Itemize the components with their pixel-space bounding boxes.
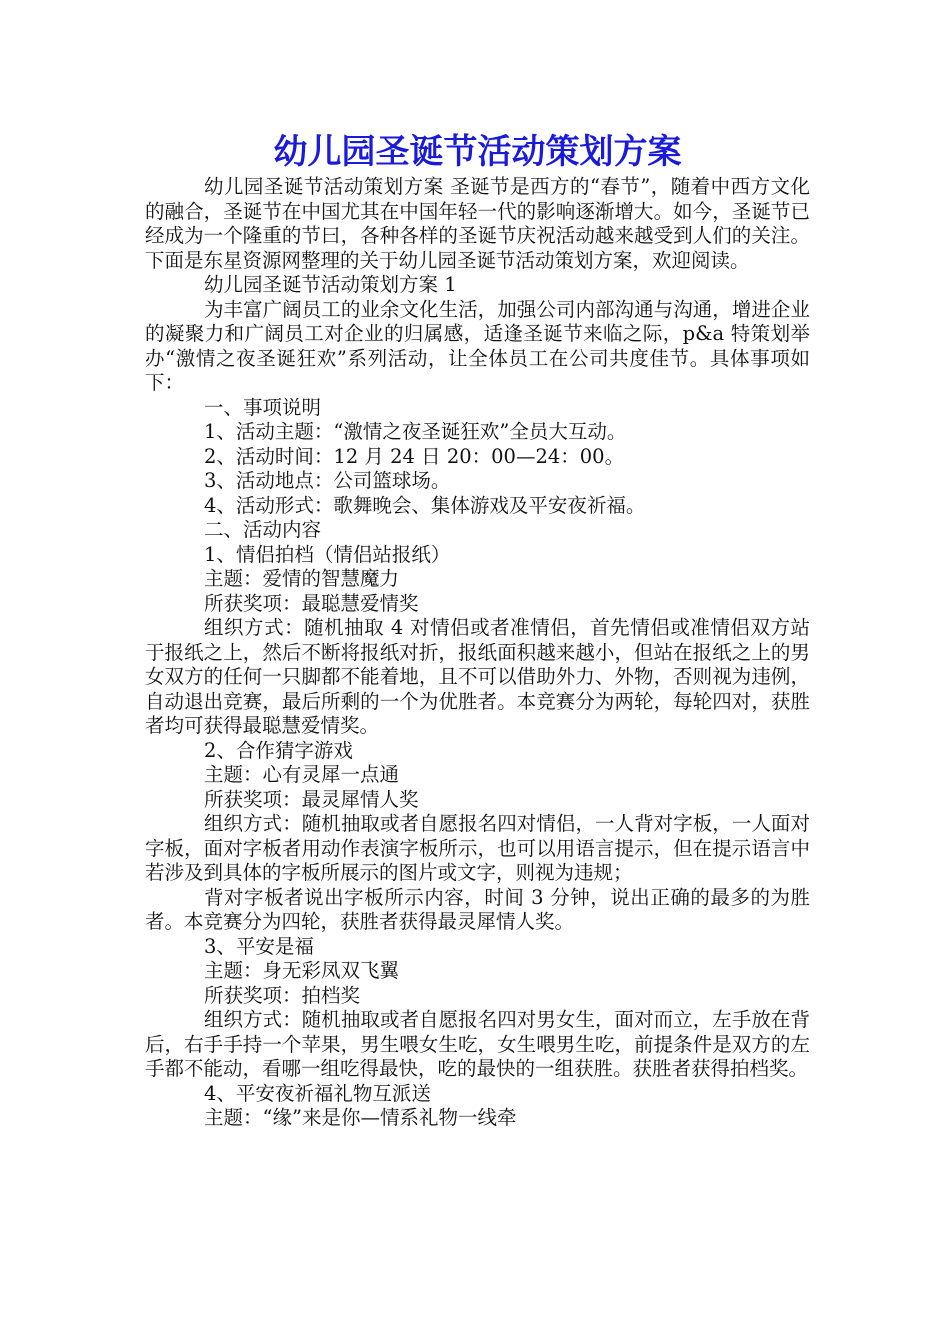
game-2-method: 组织方式：随机抽取或者自愿报名四对情侣，一人背对字板，一人面对字板，面对字板者用动作表演字板所示，也可以用语言提示，但在提示语言中若涉及到具体的字板所展示的图片或文字，则视为违规； <box>145 812 810 884</box>
section-heading-content: 二、活动内容 <box>204 518 322 541</box>
activity-time-item: 2、活动时间：12 月 24 日 20：00—24：00。 <box>204 444 625 468</box>
game-3-heading: 3、平安是福 <box>204 934 314 958</box>
game-2-heading: 2、合作猜字游戏 <box>204 738 353 762</box>
intro-paragraph: 幼儿园圣诞节活动策划方案 圣诞节是西方的“春节”，随着中西方文化的融合，圣诞节在中国尤其在中国年轻一代的影响逐渐增大。如今，圣诞节已经成为一个隆重的节曰，各种各样的圣诞节庆祝活动越来越受到人们的关注。下面是东星资源网整理的关于幼儿园圣诞节活动策划方案，欢迎阅读。 <box>145 175 810 272</box>
game-1-method: 组织方式：随机抽取 4 对情侣或者准情侣，首先情侣或准情侣双方站于报纸之上，然后不断将报纸对折，报纸面积越来越小，但站在报纸之上的男女双方的任何一只脚都不能着地，且不可以借助外力、外物，否则视为违例，自动退出竞赛，最后所剩的一个为优胜者。本竞赛分为两轮，每轮四对，获胜者均可获得最聪慧爱情奖。 <box>145 616 810 737</box>
game-3-theme: 主题：身无彩凤双飞翼 <box>204 959 400 982</box>
document-title: 幼儿园圣诞节活动策划方案 <box>273 132 682 172</box>
game-3-method: 组织方式：随机抽取或者自愿报名四对男女生，面对而立，左手放在背后，右手手持一个苹果，男生喂女生吃，女生喂男生吃，前提条件是双方的左手都不能动，看哪一组吃得最快，吃的最快的一组获胜。获胜者获得拍档奖。 <box>145 1008 810 1080</box>
plan-heading: 幼儿园圣诞节活动策划方案 1 <box>204 273 457 296</box>
game-2-theme: 主题：心有灵犀一点通 <box>204 763 400 786</box>
activity-format-item: 4、活动形式：歌舞晚会、集体游戏及平安夜祈福。 <box>204 493 646 517</box>
game-4-theme: 主题：“缘”来是你—情系礼物一线牵 <box>204 1106 517 1129</box>
game-1-theme: 主题：爱情的智慧魔力 <box>204 567 400 590</box>
purpose-paragraph: 为丰富广阔员工的业余文化生活，加强公司内部沟通与沟通，增进企业的凝聚力和广阔员工对企业的归属感，适逢圣诞节来临之际，p&a 特策划举办“激情之夜圣诞狂欢”系列活动，让全体员工在公司共度佳节。具体事项如下： <box>145 297 810 394</box>
activity-theme-item: 1、活动主题：“激情之夜圣诞狂欢”全员大互动。 <box>204 420 627 443</box>
game-1-award: 所获奖项：最聪慧爱情奖 <box>204 591 419 615</box>
section-heading-matters: 一、事项说明 <box>204 395 322 419</box>
game-2-award: 所获奖项：最灵犀情人奖 <box>204 787 419 811</box>
document-body <box>145 130 810 1131</box>
activity-location-item: 3、活动地点：公司篮球场。 <box>204 469 451 492</box>
game-3-award: 所获奖项：拍档奖 <box>204 983 361 1007</box>
game-2-rules: 背对字板者说出字板所示内容，时间 3 分钟，说出正确的最多的为胜者。本竞赛分为四轮，获胜者获得最灵犀情人奖。 <box>145 885 810 933</box>
game-4-heading: 4、平安夜祈福礼物互派送 <box>204 1081 431 1105</box>
game-1-heading: 1、情侣拍档（情侣站报纸） <box>204 542 451 566</box>
